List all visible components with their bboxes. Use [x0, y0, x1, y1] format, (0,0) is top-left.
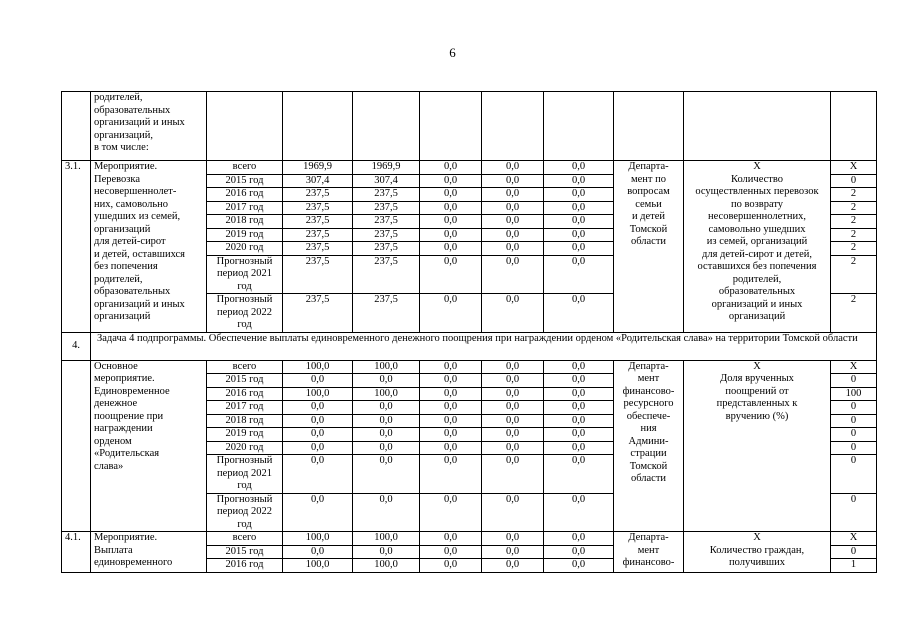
value-cell: 0,0: [544, 294, 614, 333]
period-cell: 2017 год: [207, 201, 283, 215]
total-cell: 0,0: [283, 401, 353, 415]
total-cell: 237,5: [283, 215, 353, 229]
value-cell: 0,0: [544, 228, 614, 242]
period-cell: 2015 год: [207, 545, 283, 559]
block-3-1-executor-line: мент по: [630, 173, 666, 185]
target-cell: 0: [831, 455, 877, 494]
main-measure-name: [91, 360, 207, 532]
block-3-1-indicator-line: для детей-сирот и детей,: [702, 248, 812, 260]
block-4-1-executor-line: Департа-: [628, 532, 669, 543]
value-cell: 0,0: [544, 215, 614, 229]
target-cell: 0: [831, 493, 877, 532]
block-4-1-name-line: Выплата: [94, 544, 133, 556]
block-3-1-executor-line: Департа-: [628, 161, 669, 172]
block-3-1-name-line: организаций: [94, 311, 151, 322]
value-cell: 0,0: [544, 441, 614, 455]
total-cell: 0,0: [283, 441, 353, 455]
value-cell: 0,0: [482, 161, 544, 175]
main-measure-name-line: «Родительская: [94, 448, 160, 459]
value-cell: 0,0: [544, 401, 614, 415]
main-measure-index: [62, 360, 91, 532]
value-cell: 0,0: [420, 215, 482, 229]
main-measure-name-line: слава»: [94, 460, 124, 472]
value-cell: 0,0: [482, 545, 544, 559]
target-cell: 2: [831, 215, 877, 229]
empty-cell: [353, 92, 420, 161]
intro-row: [62, 92, 877, 161]
value-cell: 0,0: [420, 428, 482, 442]
value-cell: 0,0: [482, 201, 544, 215]
block-3-1-name-line: родителей,: [94, 273, 143, 285]
main-measure-executor-line: мент: [637, 373, 660, 384]
period-cell: всего: [207, 161, 283, 175]
block-3-1-indicator-line: родителей,: [732, 273, 782, 285]
value-cell: 0,0: [544, 545, 614, 559]
value-cell: 0,0: [353, 455, 420, 494]
value-cell: 0,0: [482, 242, 544, 256]
target-cell: X: [831, 360, 877, 374]
value-cell: 0,0: [420, 161, 482, 175]
value-cell: 0,0: [420, 414, 482, 428]
main-measure-indicator-line: поощрений от: [725, 385, 789, 397]
value-cell: 100,0: [353, 360, 420, 374]
total-cell: 0,0: [283, 545, 353, 559]
intro-name-line: родителей,: [94, 92, 143, 103]
target-cell: 2: [831, 188, 877, 202]
value-cell: 0,0: [544, 242, 614, 256]
empty-cell: [283, 92, 353, 161]
value-cell: 0,0: [420, 228, 482, 242]
value-cell: 0,0: [420, 374, 482, 388]
total-cell: 0,0: [283, 428, 353, 442]
main-measure-name-line: Основное: [94, 360, 138, 372]
main-measure-name-line: мероприятие.: [94, 373, 155, 384]
intro-name-line: организаций,: [94, 129, 153, 141]
value-cell: 100,0: [353, 559, 420, 573]
block-3-1-executor-line: вопросам: [627, 186, 670, 197]
total-cell: 100,0: [283, 360, 353, 374]
block-3-1-index: 3.1.: [62, 161, 91, 333]
period-cell: Прогнозный период 2022 год: [207, 294, 283, 333]
block-3-1-executor: [614, 161, 684, 333]
period-cell: всего: [207, 360, 283, 374]
period-cell: Прогнозный период 2021 год: [207, 455, 283, 494]
value-cell: 0,0: [482, 455, 544, 494]
target-cell: 2: [831, 294, 877, 333]
block-3-1-executor-line: и детей: [631, 211, 666, 222]
main-measure-executor-line: страции: [630, 448, 667, 459]
empty-cell: [614, 92, 684, 161]
value-cell: 307,4: [353, 174, 420, 188]
value-cell: 100,0: [353, 387, 420, 401]
value-cell: 0,0: [420, 242, 482, 256]
value-cell: 0,0: [544, 360, 614, 374]
block-3-1-name-line: Перевозка: [94, 173, 141, 185]
main-measure-name-line: орденом: [94, 435, 132, 447]
value-cell: 0,0: [353, 374, 420, 388]
value-cell: 0,0: [482, 360, 544, 374]
value-cell: 0,0: [544, 174, 614, 188]
value-cell: 100,0: [353, 532, 420, 546]
intro-name-line: в том числе:: [94, 142, 149, 153]
value-cell: 0,0: [420, 294, 482, 333]
block-4-1-name-line: Мероприятие.: [94, 532, 158, 543]
block-4-1-indicator-line: Количество граждан,: [709, 544, 805, 556]
block-3-1-name-line: организаций и иных: [94, 298, 185, 310]
block-4-1-executor-line: мент: [637, 544, 660, 556]
total-cell: 0,0: [283, 374, 353, 388]
value-cell: 0,0: [420, 360, 482, 374]
block-3-1-executor-line: Томской: [629, 223, 668, 235]
target-cell: 0: [831, 441, 877, 455]
block-3-1-indicator-line: Количество: [730, 173, 784, 185]
block-4-1-executor: [614, 532, 684, 573]
period-cell: 2018 год: [207, 414, 283, 428]
period-cell: Прогнозный период 2022 год: [207, 493, 283, 532]
task-text: Задача 4 подпрограммы. Обеспечение выплаты единовременного денежного поощрения при награждении орденом «Родительская слава» на территории Томской области: [91, 332, 877, 360]
value-cell: 0,0: [420, 559, 482, 573]
block-3-1-indicator-line: из семей, организаций: [706, 236, 808, 247]
value-cell: 0,0: [420, 532, 482, 546]
value-cell: 0,0: [482, 401, 544, 415]
value-cell: 0,0: [482, 374, 544, 388]
main-measure-executor-line: ресурсного: [623, 398, 674, 409]
main-measure-indicator-line: вручению (%): [725, 410, 789, 422]
total-cell: 237,5: [283, 255, 353, 294]
block-4-1-row: [62, 532, 877, 546]
value-cell: 237,5: [353, 294, 420, 333]
main-measure-indicator-line: X: [753, 360, 761, 372]
block-4-1-indicator-line: получивших: [728, 557, 786, 568]
block-4-1-executor-line: финансово-: [622, 557, 675, 568]
block-3-1-executor-line: семьи: [635, 198, 662, 210]
value-cell: 0,0: [482, 174, 544, 188]
block-4-1-indicator: [684, 532, 831, 573]
value-cell: 0,0: [544, 428, 614, 442]
value-cell: 0,0: [544, 455, 614, 494]
total-cell: 0,0: [283, 414, 353, 428]
block-3-1-indicator-line: образовательных: [718, 286, 796, 297]
target-cell: 0: [831, 401, 877, 415]
value-cell: 0,0: [353, 428, 420, 442]
main-measure-indicator-line: Доля врученных: [720, 373, 794, 384]
value-cell: 0,0: [544, 559, 614, 573]
period-cell: всего: [207, 532, 283, 546]
value-cell: 0,0: [482, 188, 544, 202]
value-cell: 0,0: [420, 401, 482, 415]
value-cell: 237,5: [353, 201, 420, 215]
main-measure-executor-line: Томской: [629, 460, 668, 472]
block-3-1-indicator-line: оставшихся без попечения: [697, 261, 817, 272]
target-cell: 100: [831, 387, 877, 401]
main-measure-executor-line: Департа-: [628, 360, 669, 372]
block-3-1-indicator-line: организаций и иных: [711, 298, 803, 310]
value-cell: 0,0: [544, 493, 614, 532]
main-measure-row: [62, 360, 877, 374]
period-cell: Прогнозный период 2021 год: [207, 255, 283, 294]
block-4-1-indicator-line: X: [753, 532, 761, 543]
target-cell: X: [831, 532, 877, 546]
block-4-1-index: 4.1.: [62, 532, 91, 573]
target-cell: 0: [831, 428, 877, 442]
value-cell: 0,0: [544, 188, 614, 202]
task-index: 4.: [62, 332, 91, 360]
value-cell: 0,0: [544, 255, 614, 294]
total-cell: 237,5: [283, 188, 353, 202]
value-cell: 0,0: [420, 255, 482, 294]
target-cell: 2: [831, 255, 877, 294]
empty-cell: [420, 92, 482, 161]
target-cell: 2: [831, 242, 877, 256]
block-3-1-row: [62, 161, 877, 175]
block-3-1-name-line: них, самовольно: [94, 198, 168, 210]
block-3-1-executor-line: области: [630, 236, 667, 247]
total-cell: 100,0: [283, 387, 353, 401]
value-cell: 0,0: [353, 414, 420, 428]
intro-name: [91, 92, 207, 161]
period-cell: 2019 год: [207, 228, 283, 242]
total-cell: 0,0: [283, 455, 353, 494]
period-cell: 2015 год: [207, 374, 283, 388]
empty-cell: [544, 92, 614, 161]
value-cell: 0,0: [420, 493, 482, 532]
intro-name-line: образовательных: [94, 104, 171, 116]
value-cell: 0,0: [353, 545, 420, 559]
period-cell: 2017 год: [207, 401, 283, 415]
value-cell: 0,0: [482, 532, 544, 546]
value-cell: 0,0: [482, 441, 544, 455]
target-cell: 0: [831, 374, 877, 388]
table-body: [62, 92, 877, 573]
block-3-1-name-line: для детей-сирот: [94, 236, 166, 247]
value-cell: 0,0: [482, 294, 544, 333]
total-cell: 100,0: [283, 559, 353, 573]
period-cell: 2020 год: [207, 242, 283, 256]
value-cell: 237,5: [353, 242, 420, 256]
block-3-1-name-line: и детей, оставшихся: [94, 248, 186, 260]
value-cell: 0,0: [420, 387, 482, 401]
target-cell: 1: [831, 559, 877, 573]
block-3-1-name-line: без попечения: [94, 261, 158, 272]
value-cell: 0,0: [482, 387, 544, 401]
period-cell: 2019 год: [207, 428, 283, 442]
value-cell: 237,5: [353, 228, 420, 242]
value-cell: 0,0: [482, 414, 544, 428]
block-3-1-name-line: несовершеннолет-: [94, 186, 177, 197]
empty-cell: [207, 92, 283, 161]
program-table: [61, 91, 877, 573]
block-3-1-indicator-line: X: [753, 161, 761, 172]
target-cell: X: [831, 161, 877, 175]
total-cell: 237,5: [283, 228, 353, 242]
target-cell: 0: [831, 174, 877, 188]
target-cell: 2: [831, 228, 877, 242]
total-cell: 237,5: [283, 242, 353, 256]
value-cell: 237,5: [353, 188, 420, 202]
period-cell: 2016 год: [207, 188, 283, 202]
total-cell: 100,0: [283, 532, 353, 546]
value-cell: 0,0: [544, 532, 614, 546]
main-measure-executor-line: области: [630, 473, 667, 484]
empty-cell: [684, 92, 831, 161]
total-cell: 0,0: [283, 493, 353, 532]
total-cell: 1969,9: [283, 161, 353, 175]
target-cell: 0: [831, 414, 877, 428]
value-cell: 1969,9: [353, 161, 420, 175]
block-3-1-name-line: ушедших из семей,: [94, 211, 181, 222]
period-cell: 2020 год: [207, 441, 283, 455]
value-cell: 0,0: [544, 201, 614, 215]
value-cell: 0,0: [353, 493, 420, 532]
value-cell: 0,0: [353, 401, 420, 415]
value-cell: 0,0: [482, 228, 544, 242]
task-row: [62, 332, 877, 360]
value-cell: 0,0: [420, 441, 482, 455]
block-3-1-indicator: [684, 161, 831, 333]
total-cell: 237,5: [283, 294, 353, 333]
value-cell: 0,0: [544, 374, 614, 388]
main-measure-name-line: поощрение при: [94, 410, 164, 422]
main-measure-name-line: Единовременное: [94, 385, 170, 397]
block-3-1-name-line: Мероприятие.: [94, 161, 158, 172]
value-cell: 0,0: [544, 414, 614, 428]
block-4-1-name-line: единовременного: [94, 557, 173, 568]
block-3-1-name: [91, 161, 207, 333]
page-number: 6: [449, 45, 456, 60]
period-cell: 2018 год: [207, 215, 283, 229]
value-cell: 0,0: [482, 559, 544, 573]
main-measure-name-line: денежное: [94, 398, 138, 409]
value-cell: 0,0: [482, 255, 544, 294]
block-3-1-indicator-line: по возврату: [730, 198, 784, 210]
block-3-1-indicator-line: несовершеннолетних,: [708, 211, 806, 222]
target-cell: 2: [831, 201, 877, 215]
main-measure-indicator: [684, 360, 831, 532]
block-3-1-name-line: образовательных: [94, 286, 171, 297]
main-measure-executor: [614, 360, 684, 532]
target-cell: 0: [831, 545, 877, 559]
value-cell: 0,0: [482, 428, 544, 442]
block-3-1-name-line: организаций: [94, 223, 151, 235]
period-cell: 2016 год: [207, 559, 283, 573]
value-cell: 237,5: [353, 215, 420, 229]
main-measure-executor-line: Админи-: [628, 435, 669, 447]
period-cell: 2015 год: [207, 174, 283, 188]
block-3-1-indicator-line: осуществленных перевозок: [695, 186, 819, 197]
value-cell: 0,0: [420, 174, 482, 188]
value-cell: 0,0: [353, 441, 420, 455]
value-cell: 0,0: [544, 387, 614, 401]
empty-cell: [482, 92, 544, 161]
main-measure-executor-line: финансово-: [622, 385, 675, 397]
value-cell: 237,5: [353, 255, 420, 294]
block-3-1-indicator-line: организаций: [728, 311, 786, 322]
period-cell: 2016 год: [207, 387, 283, 401]
value-cell: 0,0: [482, 215, 544, 229]
main-measure-indicator-line: представленных к: [716, 398, 798, 409]
empty-cell: [831, 92, 877, 161]
value-cell: 0,0: [420, 188, 482, 202]
value-cell: 0,0: [420, 545, 482, 559]
value-cell: 0,0: [420, 455, 482, 494]
block-4-1-name: [91, 532, 207, 573]
total-cell: 237,5: [283, 201, 353, 215]
value-cell: 0,0: [544, 161, 614, 175]
main-measure-executor-line: обеспече-: [626, 410, 671, 422]
block-3-1-indicator-line: самовольно ушедших: [708, 223, 806, 235]
total-cell: 307,4: [283, 174, 353, 188]
main-measure-executor-line: ния: [640, 423, 657, 434]
intro-index: [62, 92, 91, 161]
main-measure-name-line: награждении: [94, 423, 153, 434]
value-cell: 0,0: [420, 201, 482, 215]
intro-name-line: организаций и иных: [94, 117, 185, 128]
value-cell: 0,0: [482, 493, 544, 532]
